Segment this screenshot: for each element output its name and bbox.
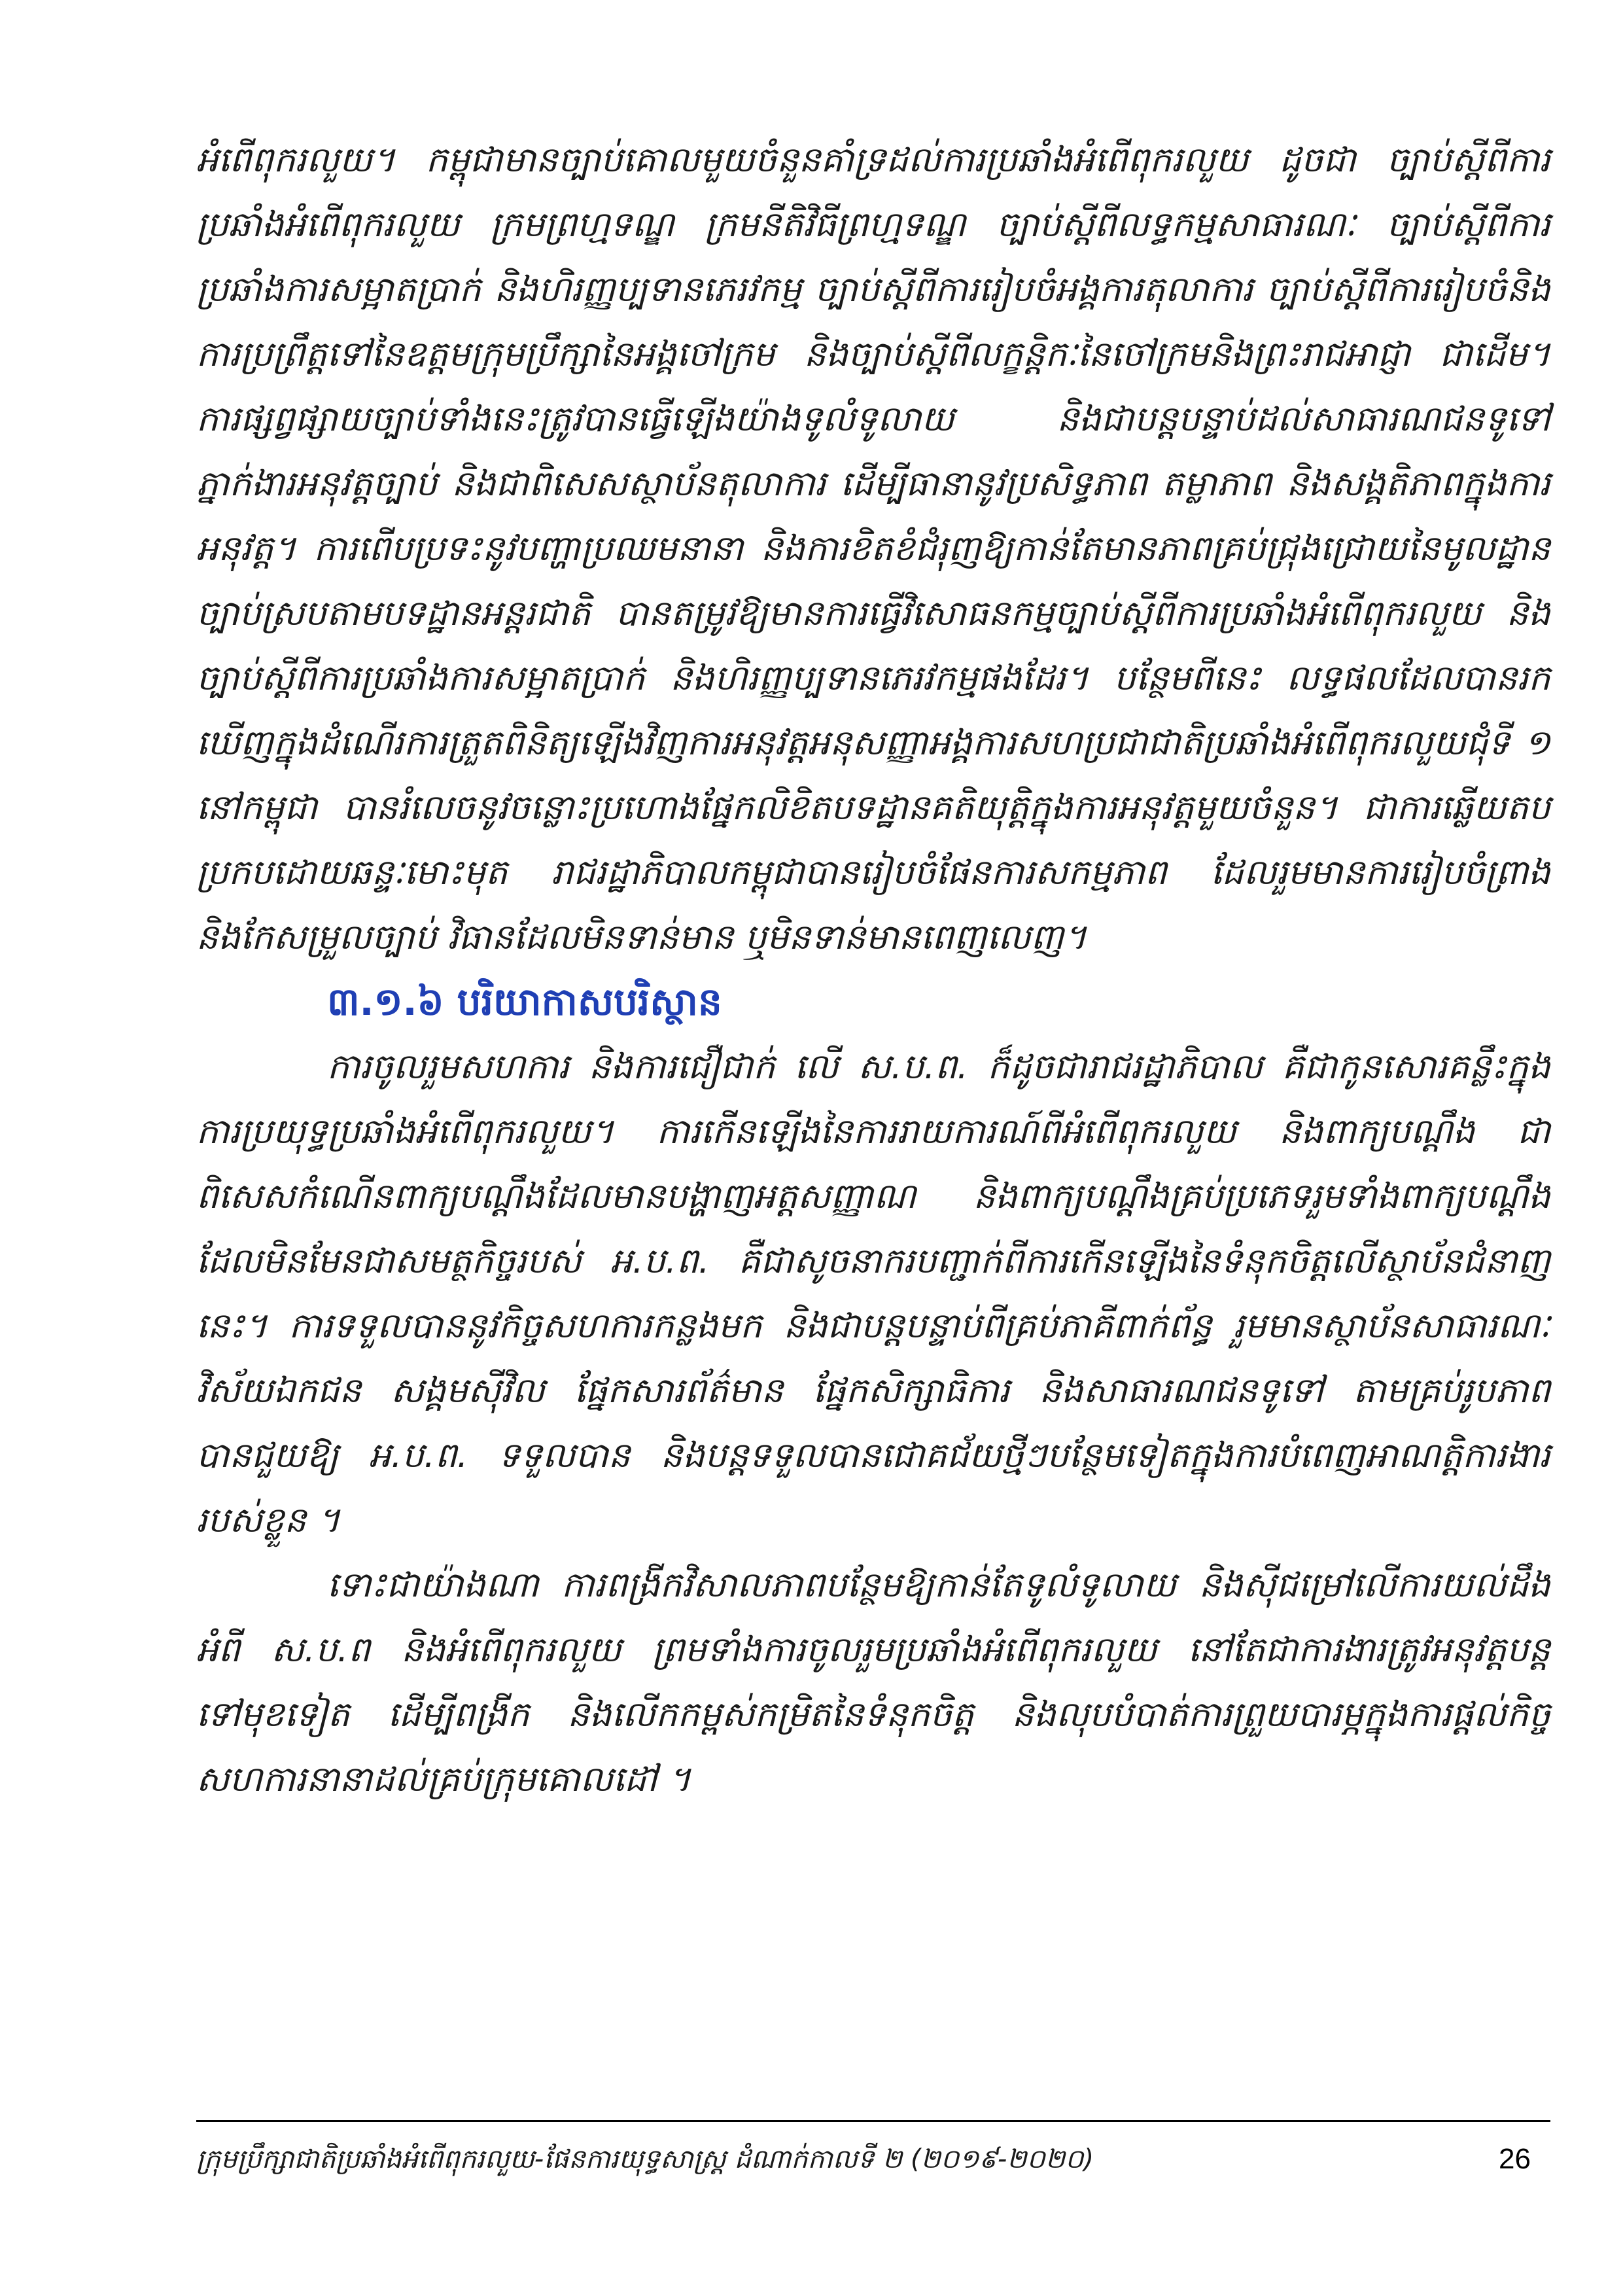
footer-divider xyxy=(196,2120,1550,2122)
page-number: 26 xyxy=(1499,2143,1531,2175)
paragraph-1: អំពើពុករលួយ។ កម្ពុជាមានច្បាប់គោលមួយចំនួនគាំទ្រដល់ការប្រឆាំងអំពើពុករលួយ ដូចជា ច្បាប់ស្តីពីការប្រឆាំងអំពើពុករលួយ ក្រមព្រហ្មទណ្ឌ ក្រមនីតិវិធីព្រហ្មទណ្ឌ ច្បាប់ស្តីពីលទ្ធកម្មសាធារណៈ ច្បាប់ស្តីពីការប្រឆាំងការសម្អាតប្រាក់ និងហិរញ្ញប្បទានភេរវកម្ម ច្បាប់ស្តីពីការរៀបចំអង្គការតុលាការ ច្បាប់ស្តីពីការរៀបចំនិងការប្រព្រឹត្តទៅនៃឧត្តមក្រុមប្រឹក្សានៃអង្គចៅក្រម និងច្បាប់ស្តីពីលក្ខន្តិកៈនៃចៅក្រមនិងព្រះរាជអាជ្ញា ជាដើម។ ការផ្សព្វផ្សាយច្បាប់ទាំងនេះត្រូវបានធ្វើឡើងយ៉ាងទូលំទូលាយ និងជាបន្តបន្ទាប់ដល់សាធារណជនទូទៅ ភ្នាក់ងារអនុវត្តច្បាប់ និងជាពិសេសស្ថាប័នតុលាការ ដើម្បីធានានូវប្រសិទ្ធភាព តម្លាភាព និងសង្គតិភាពក្នុងការអនុវត្ត។ ការពើបប្រទះនូវបញ្ហាប្រឈមនានា និងការខិតខំជំរុញឱ្យកាន់តែមានភាពគ្រប់ជ្រុងជ្រោយនៃមូលដ្ឋានច្បាប់ស្របតាមបទដ្ឋានអន្តរជាតិ បានតម្រូវឱ្យមានការធ្វើវិសោធនកម្មច្បាប់ស្តីពីការប្រឆាំងអំពើពុករលួយ និងច្បាប់ស្តីពីការប្រឆាំងការសម្អាតប្រាក់ និងហិរញ្ញប្បទានភេរវកម្មផងដែរ។ បន្ថែមពីនេះ លទ្ធផលដែលបានរកឃើញក្នុងដំណើរការត្រួតពិនិត្យឡើងវិញការអនុវត្តអនុសញ្ញាអង្គការសហប្រជាជាតិប្រឆាំងអំពើពុករលួយជុំទី ១ នៅកម្ពុជា បានរំលេចនូវចន្លោះប្រហោងផ្នែកលិខិតបទដ្ឋានគតិយុត្តិក្នុងការអនុវត្តមួយចំនួន។ ជាការឆ្លើយតបប្រកបដោយឆន្ទៈមោះមុត រាជរដ្ឋាភិបាលកម្ពុជាបានរៀបចំផែនការសកម្មភាព ដែលរួមមានការរៀបចំព្រាង និងកែសម្រួលច្បាប់ វិធានដែលមិនទាន់មាន ឬមិនទាន់មានពេញលេញ។ xyxy=(196,140,1550,957)
paragraph-3: ទោះជាយ៉ាងណា ការពង្រីកវិសាលភាពបន្ថែមឱ្យកាន់តែទូលំទូលាយ និងស៊ីជម្រៅលើការយល់ដឹងអំពី ស.ប.ព និងអំពើពុករលួយ ព្រមទាំងការចូលរួមប្រឆាំងអំពើពុករលួយ នៅតែជាការងារត្រូវអនុវត្តបន្តទៅមុខទៀត ដើម្បីពង្រីក និងលើកកម្ពស់កម្រិតនៃទំនុកចិត្ត និងលុបបំបាត់ការព្រួយបារម្ភក្នុងការផ្តល់កិច្ចសហការនានាដល់គ្រប់ក្រុមគោលដៅ ។ xyxy=(196,1565,1550,1799)
section-heading: ៣.១.៦ បរិយាកាសបរិស្ថាន xyxy=(327,980,722,1024)
paragraph-2: ការចូលរួមសហការ និងការជឿជាក់ លើ ស.ប.ព. ក៏ដូចជារាជរដ្ឋាភិបាល គឺជាកូនសោរគន្លឹះក្នុងការប្រយុទ្ធប្រឆាំងអំពើពុករលួយ។ ការកើនឡើងនៃការរាយការណ៍ពីអំពើពុករលួយ និងពាក្យបណ្តឹង ជាពិសេសកំណើនពាក្យបណ្តឹងដែលមានបង្ហាញអត្តសញ្ញាណ និងពាក្យបណ្តឹងគ្រប់ប្រភេទរួមទាំងពាក្យបណ្តឹងដែលមិនមែនជាសមត្ថកិច្ចរបស់ អ.ប.ព. គឺជាសូចនាករបញ្ជាក់ពីការកើនឡើងនៃទំនុកចិត្តលើស្ថាប័នជំនាញនេះ។ ការទទួលបាននូវកិច្ចសហការកន្លងមក និងជាបន្តបន្ទាប់ពីគ្រប់ភាគីពាក់ព័ន្ធ រួមមានស្ថាប័នសាធារណៈ វិស័យឯកជន សង្គមស៊ីវិល ផ្នែកសារព័ត៌មាន ផ្នែកសិក្សាធិការ និងសាធារណជនទូទៅ តាមគ្រប់រូបភាព បានជួយឱ្យ អ.ប.ព. ទទួលបាន និងបន្តទទួលបានជោគជ័យថ្មីៗបន្ថែមទៀតក្នុងការបំពេញអាណត្តិការងាររបស់ខ្លួន ។ xyxy=(196,1047,1550,1540)
footer-title: ក្រុមប្រឹក្សាជាតិប្រឆាំងអំពើពុករលួយ-ផែនការយុទ្ធសាស្ត្រ ដំណាក់កាលទី ២ (២០១៩-២០២០) xyxy=(196,2144,1094,2174)
body-text xyxy=(196,128,1550,1812)
